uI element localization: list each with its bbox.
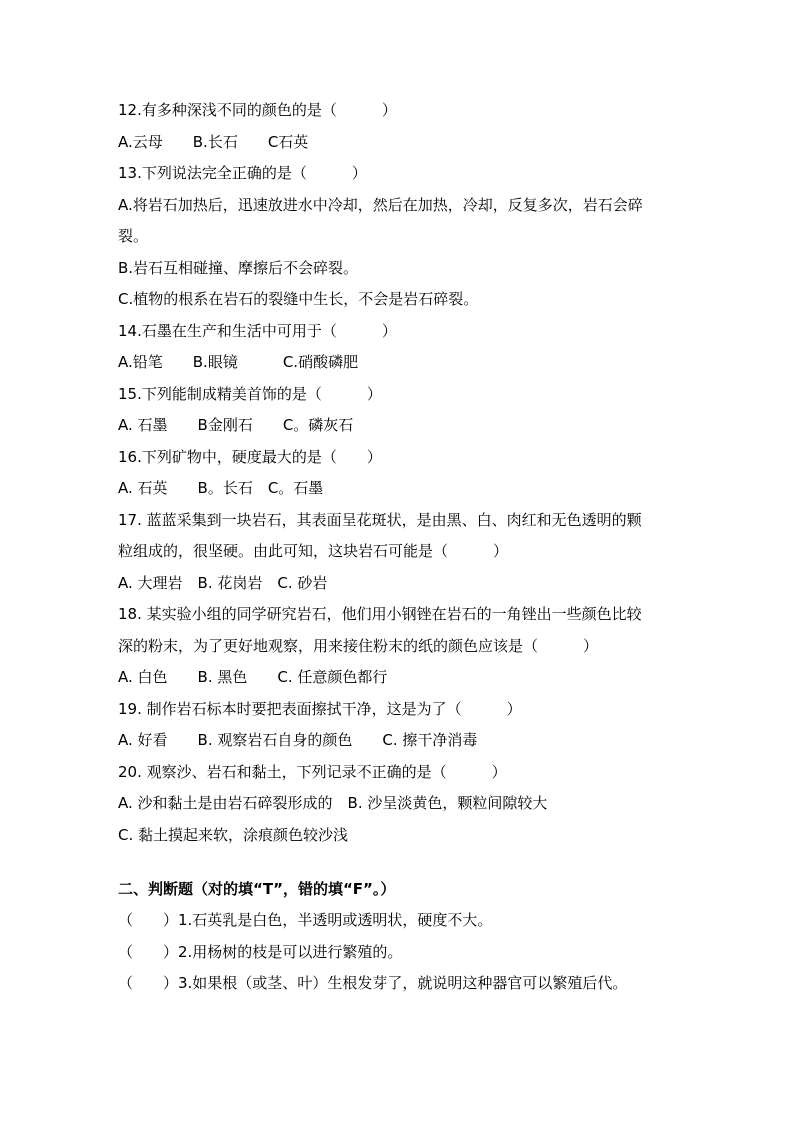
question-stem: 12.有多种深浅不同的颜色的是（ ）: [118, 101, 397, 119]
question-stem: 深的粉末，为了更好地观察，用来接住粉末的纸的颜色应该是（ ）: [118, 637, 599, 655]
question-stem: 17. 蓝蓝采集到一块岩石，其表面呈花斑状，是由黑、白、肉红和无色透明的颗: [118, 511, 642, 529]
question-options: A.将岩石加热后，迅速放进水中冷却，然后在加热，冷却，反复多次，岩石会碎: [118, 196, 643, 214]
question-options: C.植物的根系在岩石的裂缝中生长，不会是岩石碎裂。: [118, 290, 479, 308]
question-options: A. 好看 B. 观察岩石自身的颜色 C. 擦干净消毒: [118, 731, 478, 749]
question-stem: 20. 观察沙、岩石和黏土，下列记录不正确的是（ ）: [118, 763, 507, 781]
question-stem: 18. 某实验小组的同学研究岩石，他们用小钢锉在岩石的一角锉出一些颜色比较: [118, 605, 642, 623]
section-two-heading: 二、判断题（对的填“T”，错的填“F”。）: [118, 880, 396, 898]
question-options: A.云母 B.长石 C石英: [118, 133, 309, 151]
question-options: A. 石英 B。长石 C。石墨: [118, 479, 324, 497]
question-options: A. 大理岩 B. 花岗岩 C. 砂岩: [118, 574, 328, 592]
question-options: A. 沙和黏土是由岩石碎裂形成的 B. 沙呈淡黄色，颗粒间隙较大: [118, 794, 548, 812]
question-stem: 16.下列矿物中，硬度最大的是（ ）: [118, 448, 382, 466]
question-options: A. 白色 B. 黑色 C. 任意颜色都行: [118, 668, 388, 686]
question-stem: 15.下列能制成精美首饰的是（ ）: [118, 385, 382, 403]
judgment-item: （ ）1.石英乳是白色，半透明或透明状，硬度不大。: [118, 911, 493, 929]
question-stem: 14.石墨在生产和生活中可用于（ ）: [118, 322, 397, 340]
question-options: C. 黏土摸起来软，涂痕颜色较沙浅: [118, 826, 349, 844]
question-stem: 粒组成的，很坚硬。由此可知，这块岩石可能是（ ）: [118, 542, 509, 560]
judgment-item: （ ）2.用杨树的枝是可以进行繁殖的。: [118, 943, 403, 961]
judgment-item: （ ）3.如果根（或茎、叶）生根发芽了，就说明这种器官可以繁殖后代。: [118, 974, 628, 992]
question-options: B.岩石互相碰撞、摩擦后不会碎裂。: [118, 259, 359, 277]
question-options: 裂。: [118, 227, 149, 245]
question-options: A.铅笔 B.眼镜 C.硝酸磷肥: [118, 353, 359, 371]
question-stem: 19. 制作岩石标本时要把表面擦拭干净，这是为了（ ）: [118, 700, 522, 718]
question-stem: 13.下列说法完全正确的是（ ）: [118, 164, 367, 182]
question-options: A. 石墨 B金刚石 C。磷灰石: [118, 416, 354, 434]
